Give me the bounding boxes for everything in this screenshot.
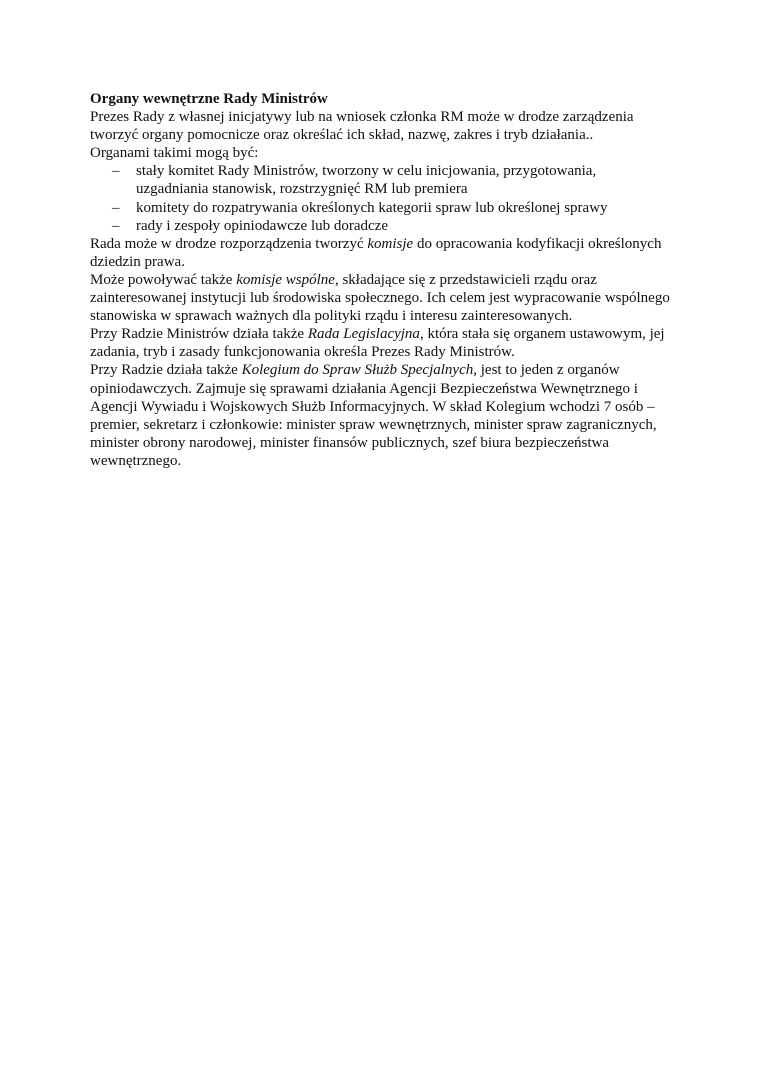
komisje-paragraph: Rada może w drodze rozporządzenia tworzyć komisje do opracowania kodyfikacji określonych dziedzin prawa. [90, 235, 662, 270]
komisje-term: komisje [367, 235, 414, 252]
komisje-wspolne-paragraph: Może powoływać także komisje wspólne, składające się z przedstawicieli rządu oraz zainteresowanej instytucji lub środowiska społecznego. Ich celem jest wypracowanie wspólnego stanowiska w sprawach ważnych dla polityki rządu i interesu zainteresowanych. [90, 271, 670, 325]
list-item-text: komitety do rozpatrywania określonych kategorii spraw lub określonej sprawy [136, 199, 608, 216]
rada-legislacyjna-paragraph: Przy Radzie Ministrów działa także Rada Legislacyjna, która stała się organem ustawowym, jej zadania, tryb i zasady funkcjonowania określa Prezes Rady Ministrów. [90, 326, 665, 361]
dash-marker: – [112, 217, 120, 234]
organ-list [90, 162, 670, 234]
dash-marker: – [112, 163, 120, 180]
list-lead: Organami takimi mogą być: [90, 145, 259, 162]
intro-paragraph: Prezes Rady z własnej inicjatywy lub na wniosek członka RM może w drodze zarządzenia tworzyć organy pomocnicze oraz określać ich skład, nazwę, zakres i tryb działania.. [90, 109, 634, 144]
dash-marker: – [112, 199, 120, 216]
list-item [90, 162, 670, 198]
document-title: Organy wewnętrzne Rady Ministrów [90, 91, 328, 107]
kolegium-paragraph: Przy Radzie działa także Kolegium do Spraw Służb Specjalnych, jest to jeden z organów opiniodawczych. Zajmuje się sprawami działania Agencji Bezpieczeństwa Wewnętrznego i Agencji Wywiadu i Wojskowych Służb Informacyjnych. W skład Kolegium wchodzi 7 osób – premier, sekretarz i członkowie: minister spraw wewnętrznych, minister spraw zagranicznych, minister obrony narodowej, minister finansów publicznych, szef biura bezpieczeństwa wewnętrznego. [90, 362, 657, 469]
list-item [90, 217, 670, 235]
kolegium-term: Kolegium do Spraw Służb Specjalnych [241, 362, 474, 379]
rada-legislacyjna-term: Rada Legislacyjna [307, 326, 420, 343]
list-item-text: rady i zespoły opiniodawcze lub doradcze [136, 217, 388, 234]
komisje-wspolne-term: komisje wspólne [236, 271, 335, 288]
list-item-text: stały komitet Rady Ministrów, tworzony w celu inicjowania, przygotowania, uzgadniania stanowisk, rozstrzygnięć RM lub premiera [136, 163, 597, 198]
document-page [90, 90, 670, 470]
list-item [90, 199, 670, 217]
